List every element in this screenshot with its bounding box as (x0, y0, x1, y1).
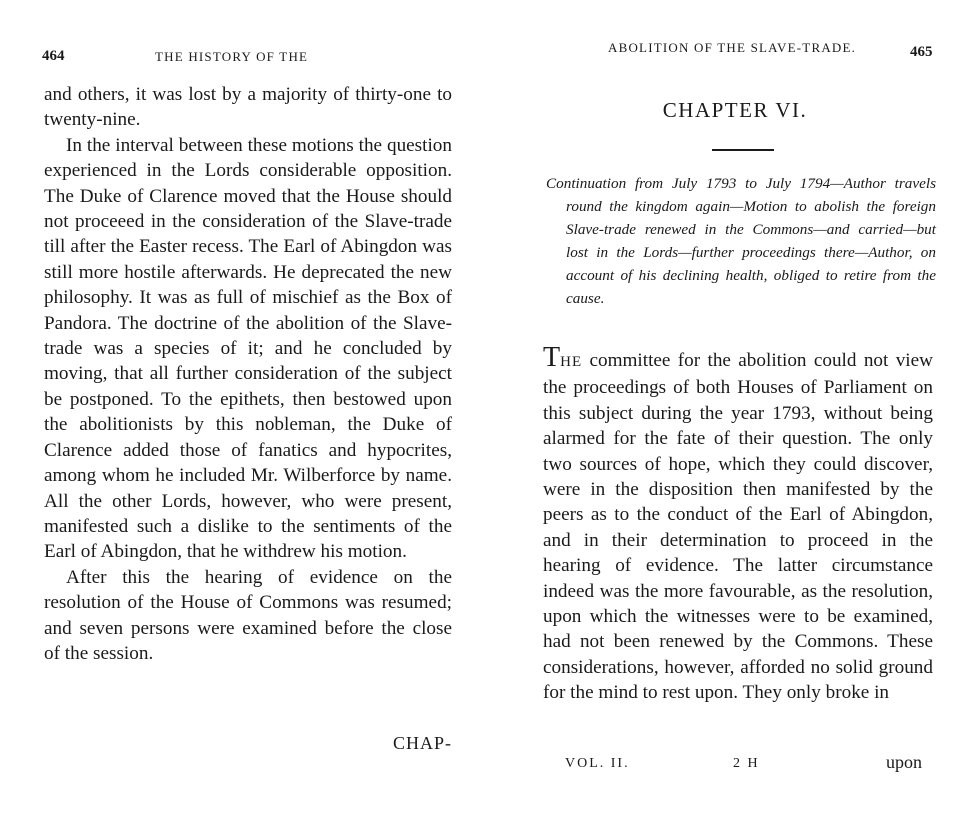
right-paragraph-text: committee for the abolition could not view the proceedings of both Houses of Parliament on this subject during the year 1793, without being alarmed for the fate of their question. The only two sources of hope, which they could discover, were in the disposition then manifested by the peers as to the conduct of the Earl of Abingdon, and in their determination to proceed in the hearing of evidence. The latter circumstance indeed was the more favourable, as the resolution, upon which the witnesses were to be examined, had not been renewed by the Commons. These considerations, however, afforded no solid ground for the mind to rest upon. They only broke in (543, 350, 933, 704)
drop-initial: T (543, 342, 561, 373)
right-paragraph-1 (543, 344, 933, 706)
gathering-signature: 2 H (733, 756, 760, 771)
chapter-summary-text: Continuation from July 1793 to July 1794—Author travels round the kingdom again—Motion to abolish the foreign Slave-trade renewed in the Commons—and carried—but lost in the Lords—further proceedings there—Author, on account of his declining health, obliged to retire from the cause. (546, 175, 936, 307)
right-body (543, 344, 933, 706)
left-catchword: CHAP- (393, 733, 453, 753)
chapter-title: CHAPTER VI. (662, 98, 808, 122)
left-paragraph-1: and others, it was lost by a majority of thirty-one to twenty-nine. (44, 84, 452, 131)
right-page-number: 465 (910, 44, 933, 60)
left-page-number: 464 (42, 48, 65, 64)
first-word-rest: HE (560, 354, 583, 370)
right-page (490, 0, 980, 818)
right-running-head: ABOLITION OF THE SLAVE-TRADE. (608, 40, 857, 55)
left-paragraph-3: After this the hearing of evidence on the resolution of the House of Commons was resumed; and seven persons were examined before the close of the session. (44, 566, 452, 664)
left-paragraph-2: In the interval between these motions the question experienced in the Lords considerable opposition. The Duke of Clarence moved that the House should not proceeed in the consideration of the Slave-trade till after the Easter recess. The Earl of Abingdon was still more hostile afterwards. He deprecated the new philosophy. It was as full of mischief as the Box of Pandora. The doctrine of the abolition of the Slave-trade was a species of it; and he concluded by moving, that all further consideration of the subject be postponed. To the epithets, then bestowed upon the abolitionists by this nobleman, the Duke of Clarence added those of fanatics and hypocrites, among whom he included Mr. Wilberforce by name. All the other Lords, however, who were present, manifested such a dislike to the sentiments of the Earl of Abingdon, that he withdrew his motion. (44, 134, 452, 563)
right-catchword: upon (886, 752, 922, 772)
volume-signature: VOL. II. (565, 756, 630, 771)
chapter-rule (712, 149, 774, 151)
left-running-head: THE HISTORY OF THE (155, 49, 309, 64)
left-body (44, 82, 452, 666)
chapter-summary (546, 172, 936, 310)
